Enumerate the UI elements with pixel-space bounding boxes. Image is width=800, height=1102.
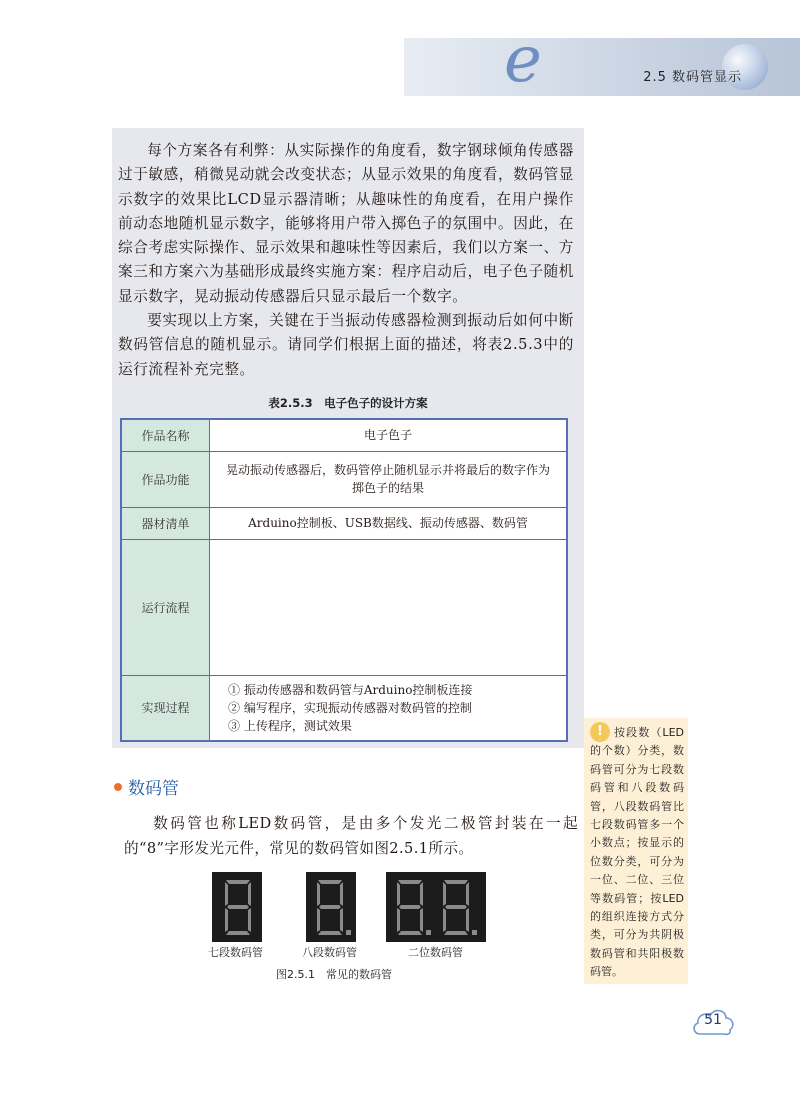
step-item: ① 振动传感器和数码管与Arduino控制板连接: [228, 682, 473, 697]
e-logo-icon: e: [504, 23, 542, 97]
paragraph-2: 要实现以上方案，关键在于当振动传感器检测到振动后如何中断数码管信息的随机显示。请同学们根据上面的描述，将表2.5.3中的运行流程补充完整。: [118, 312, 574, 378]
bullet-icon: [114, 783, 122, 791]
step-item: ③ 上传程序，测试效果: [228, 718, 352, 733]
side-note: [584, 718, 688, 984]
two-digit-display: [386, 872, 486, 942]
table-row: [121, 507, 567, 539]
row-value: 电子色子: [210, 419, 568, 451]
section-title: 2.5 数码管显示: [643, 70, 742, 85]
row-label: 实现过程: [121, 675, 210, 741]
design-table: [120, 418, 568, 742]
section-heading: 数码管: [128, 779, 179, 799]
seven-segment-display: [212, 872, 262, 942]
table-row: [121, 451, 567, 507]
figure-caption: 图2.5.1 常见的数码管: [276, 968, 392, 981]
row-steps: [210, 675, 568, 741]
row-label: 作品功能: [121, 451, 210, 507]
lightbulb-icon: !: [590, 722, 610, 742]
step-item: ② 编写程序，实现振动传感器对数码管的控制: [228, 700, 472, 715]
table-caption: 表2.5.3 电子色子的设计方案: [268, 396, 428, 410]
table-row: [121, 539, 567, 675]
paragraph-1: 每个方案各有利弊：从实际操作的角度看，数字钢球倾角传感器过于敏感，稍微晃动就会改变状态；从显示效果的角度看，数码管显示数字的效果比LCD显示器清晰；从趣味性的角度看，在用户操作前动态地随机显示数字，能够将用户带入掷色子的氛围中。因此，在综合考虑实际操作、显示效果和趣味性等因素后，我们以方案一、方案三和方案六为基础形成最终实施方案：程序启动后，电子色子随机显示数字，晃动振动传感器后只显示最后一个数字。: [118, 142, 574, 305]
row-value: 晃动振动传感器后，数码管停止随机显示并将最后的数字作为掷色子的结果: [210, 451, 568, 507]
row-label: 作品名称: [121, 419, 210, 451]
row-value: Arduino控制板、USB数据线、振动传感器、数码管: [210, 507, 568, 539]
figure-label: 八段数码管: [302, 946, 357, 959]
figure-label: 七段数码管: [208, 946, 263, 959]
run-flow-blank[interactable]: [210, 539, 568, 675]
table-row: [121, 419, 567, 451]
row-label: 运行流程: [121, 539, 210, 675]
row-label: 器材清单: [121, 507, 210, 539]
header-banner: [404, 23, 800, 97]
page-number: 51: [704, 1012, 722, 1028]
side-note-text: 按段数（LED的个数）分类，数码管可分为七段数码管和八段数码管，八段数码管比七段数码管多一个小数点；按显示的位数分类，可分为一位、二位、三位等数码管；按LED的组织连接方式分类，可分为共阴极数码管和共阳极数码管。: [590, 726, 684, 979]
figure-label: 二位数码管: [408, 946, 463, 959]
table-row: [121, 675, 567, 741]
section-body: 数码管也称LED数码管，是由多个发光二极管封装在一起的“8”字形发光元件，常见的数码管如图2.5.1所示。: [124, 815, 578, 857]
eight-segment-display: [306, 872, 356, 942]
